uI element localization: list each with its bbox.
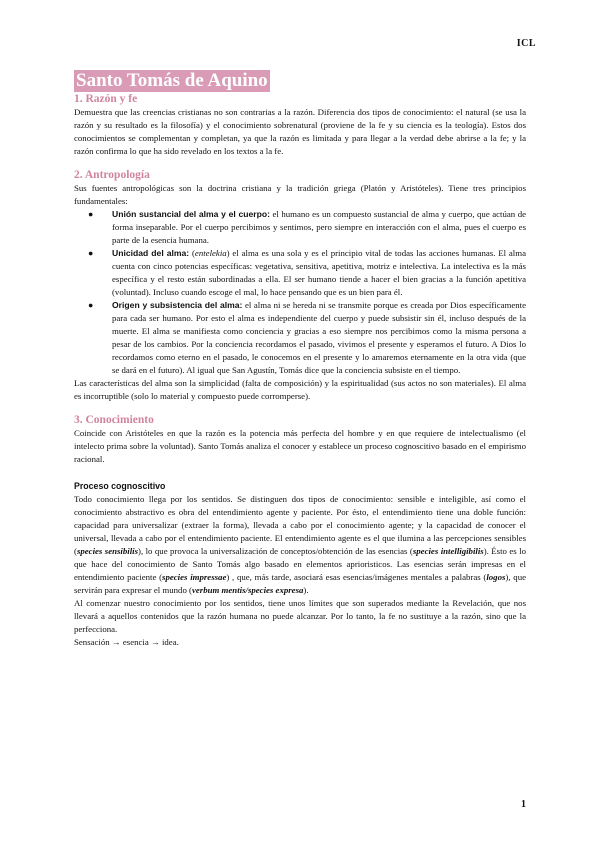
list-item-text: ) el alma es una sola y es el principio vital de todas las acciones humanas. El alma cuenta con cinco potencias específicas: vegetativa, sensitiva, apetitiva, motriz e intelectiva. La intelectiva es la más específica y el resto están subordinadas a ella. El ser humano tiende a hacer el bien gracias a la función apetitiva (voluntad). Incluso cuando escoge el mal, lo hace pensando que es un bien para él. (112, 248, 526, 297)
list-item-term: entelekia (194, 248, 227, 258)
bullet-icon: ● (88, 248, 94, 258)
text-run: ). Ésto es lo que hace del conocimiento de Santo Tomás algo basado en elementos aprioristicos. Las esencias serán impresas en el entendimiento paciente ( (74, 546, 526, 582)
section-3-heading: 3. Conocimiento (74, 414, 154, 426)
text-run: ), que servirán para expresar el mundo ( (74, 572, 526, 595)
text-run: ) , que, más tarde, asociará esas esencias/imágenes mentales a palabras ( (226, 572, 487, 582)
list-item (88, 247, 526, 299)
latin-term: species intelligibilis (412, 546, 484, 556)
subsection-heading: Proceso cognoscitivo (74, 481, 166, 491)
text-run: ), lo que provoca la universalización de conceptos/obtención de las esencias ( (138, 546, 413, 556)
section-1-text: Demuestra que las creencias cristianas no son contrarias a la razón. Diferencia dos tipos de conocimiento: el natural (se usa la razón y su resultado es la filosofía) y el conocimiento sobrenatural (proviene de la fe y su ciencia es la teología). Estos dos conocimientos se complementan y completan, ya que la razón es limitada y para llegar a la verdad debe abrirse a la fe; y la razón confirma lo que ha sido revelado en los textos a la fe. (74, 107, 526, 156)
list-item-text: el alma ni se hereda ni se transmite porque es creada por Dios específicamente para cada ser humano. Por esto el alma es independiente del cuerpo y puede subsistir sin él, incluso después de la muerte. El alma se manifiesta como conciencia y gracias a eso siempre nos percibimos como la misma persona a pesar de los cambios. Por la conciencia recordamos el pasado, vivimos el presente y esperamos el futuro. A Dios lo recordamos como eterno en el pasado, le conocemos en el presente y lo amaremos eternamente en la otra vida (que se dará en el futuro). Al igual que San Agustín, Tomás dice que la conciencia subsiste en el tiempo. (112, 300, 527, 375)
latin-term: species impressae (162, 572, 227, 582)
page-title: Santo Tomás de Aquino (76, 70, 268, 91)
text-run: Todo conocimiento llega por los sentidos. Se distinguen dos tipos de conocimiento: sensible e inteligible, así como el conocimiento abstractivo es obra del entendimiento agente y paciente. Por ésto, el entendimiento tiene una doble función: capacidad para universalizar (extraer la forma), llevada a cabo por el conocimiento agente; y la capacidad de conocer el universal, llevada a cabo por el entendimiento paciente. El entendimiento agente es el que ilumina a las percepciones sensibles ( (74, 494, 526, 556)
bullet-icon: ● (88, 300, 94, 310)
section-1-heading: 1. Razón y fe (74, 93, 138, 105)
section-2-closing: Las características del alma son la simplicidad (falta de composición) y la espiritualidad (sus actos no son materiales). El alma es incorruptible (solo lo material y compuesto puede corromperse). (74, 378, 526, 401)
latin-term: species sensibilis (76, 546, 139, 556)
list-item-lead: Unicidad del alma: (112, 248, 190, 258)
document-body (74, 70, 526, 649)
list-item-lead: Origen y subsistencia del alma: (112, 300, 243, 310)
section-3-paragraph-1 (74, 493, 526, 597)
principles-list (74, 208, 526, 377)
list-item-lead: Unión sustancial del alma y el cuerpo: (112, 209, 270, 219)
section-3-intro: Coincide con Aristóteles en que la razón es la potencia más perfecta del hombre y en que requiere de intelectualismo (el intelecto prima sobre la voluntad). Santo Tomás analiza el conocer y establece un proceso cognoscitivo basado en el empirismo racional. (74, 428, 526, 464)
section-3-formula: Sensación → esencia → idea. (74, 637, 179, 647)
section-3-paragraph-2: Al comenzar nuestro conocimiento por los sentidos, tiene unos límites que son superados mediante la Revelación, que nos llevará a aquellos contenidos que la razón humana no puede alcanzar. Por lo tanto, la fe no sustituye a la razón, sino que la perfecciona. (74, 598, 526, 634)
section-2-heading: 2. Antropología (74, 169, 150, 181)
list-item (88, 208, 526, 247)
latin-term: verbum mentis/species expresa (191, 585, 304, 595)
list-item (88, 299, 526, 377)
text-run: ). (303, 585, 309, 595)
latin-term: logos (486, 572, 506, 582)
header-code: ICL (516, 38, 536, 49)
list-item-pre: ( (189, 248, 195, 258)
page-number: 1 (521, 799, 526, 810)
list-item-text: el humano es un compuesto sustancial de alma y cuerpo, que actúan de forma inseparable. Por el cuerpo percibimos y sentimos, pero siempre en interacción con el alma, pues el cuerpo es parte de la esencia humana. (112, 209, 526, 245)
bullet-icon: ● (88, 209, 94, 219)
section-2-intro: Sus fuentes antropológicas son la doctrina cristiana y la tradición griega (Platón y Aristóteles). Tiene tres principios fundamentales: (74, 183, 526, 206)
